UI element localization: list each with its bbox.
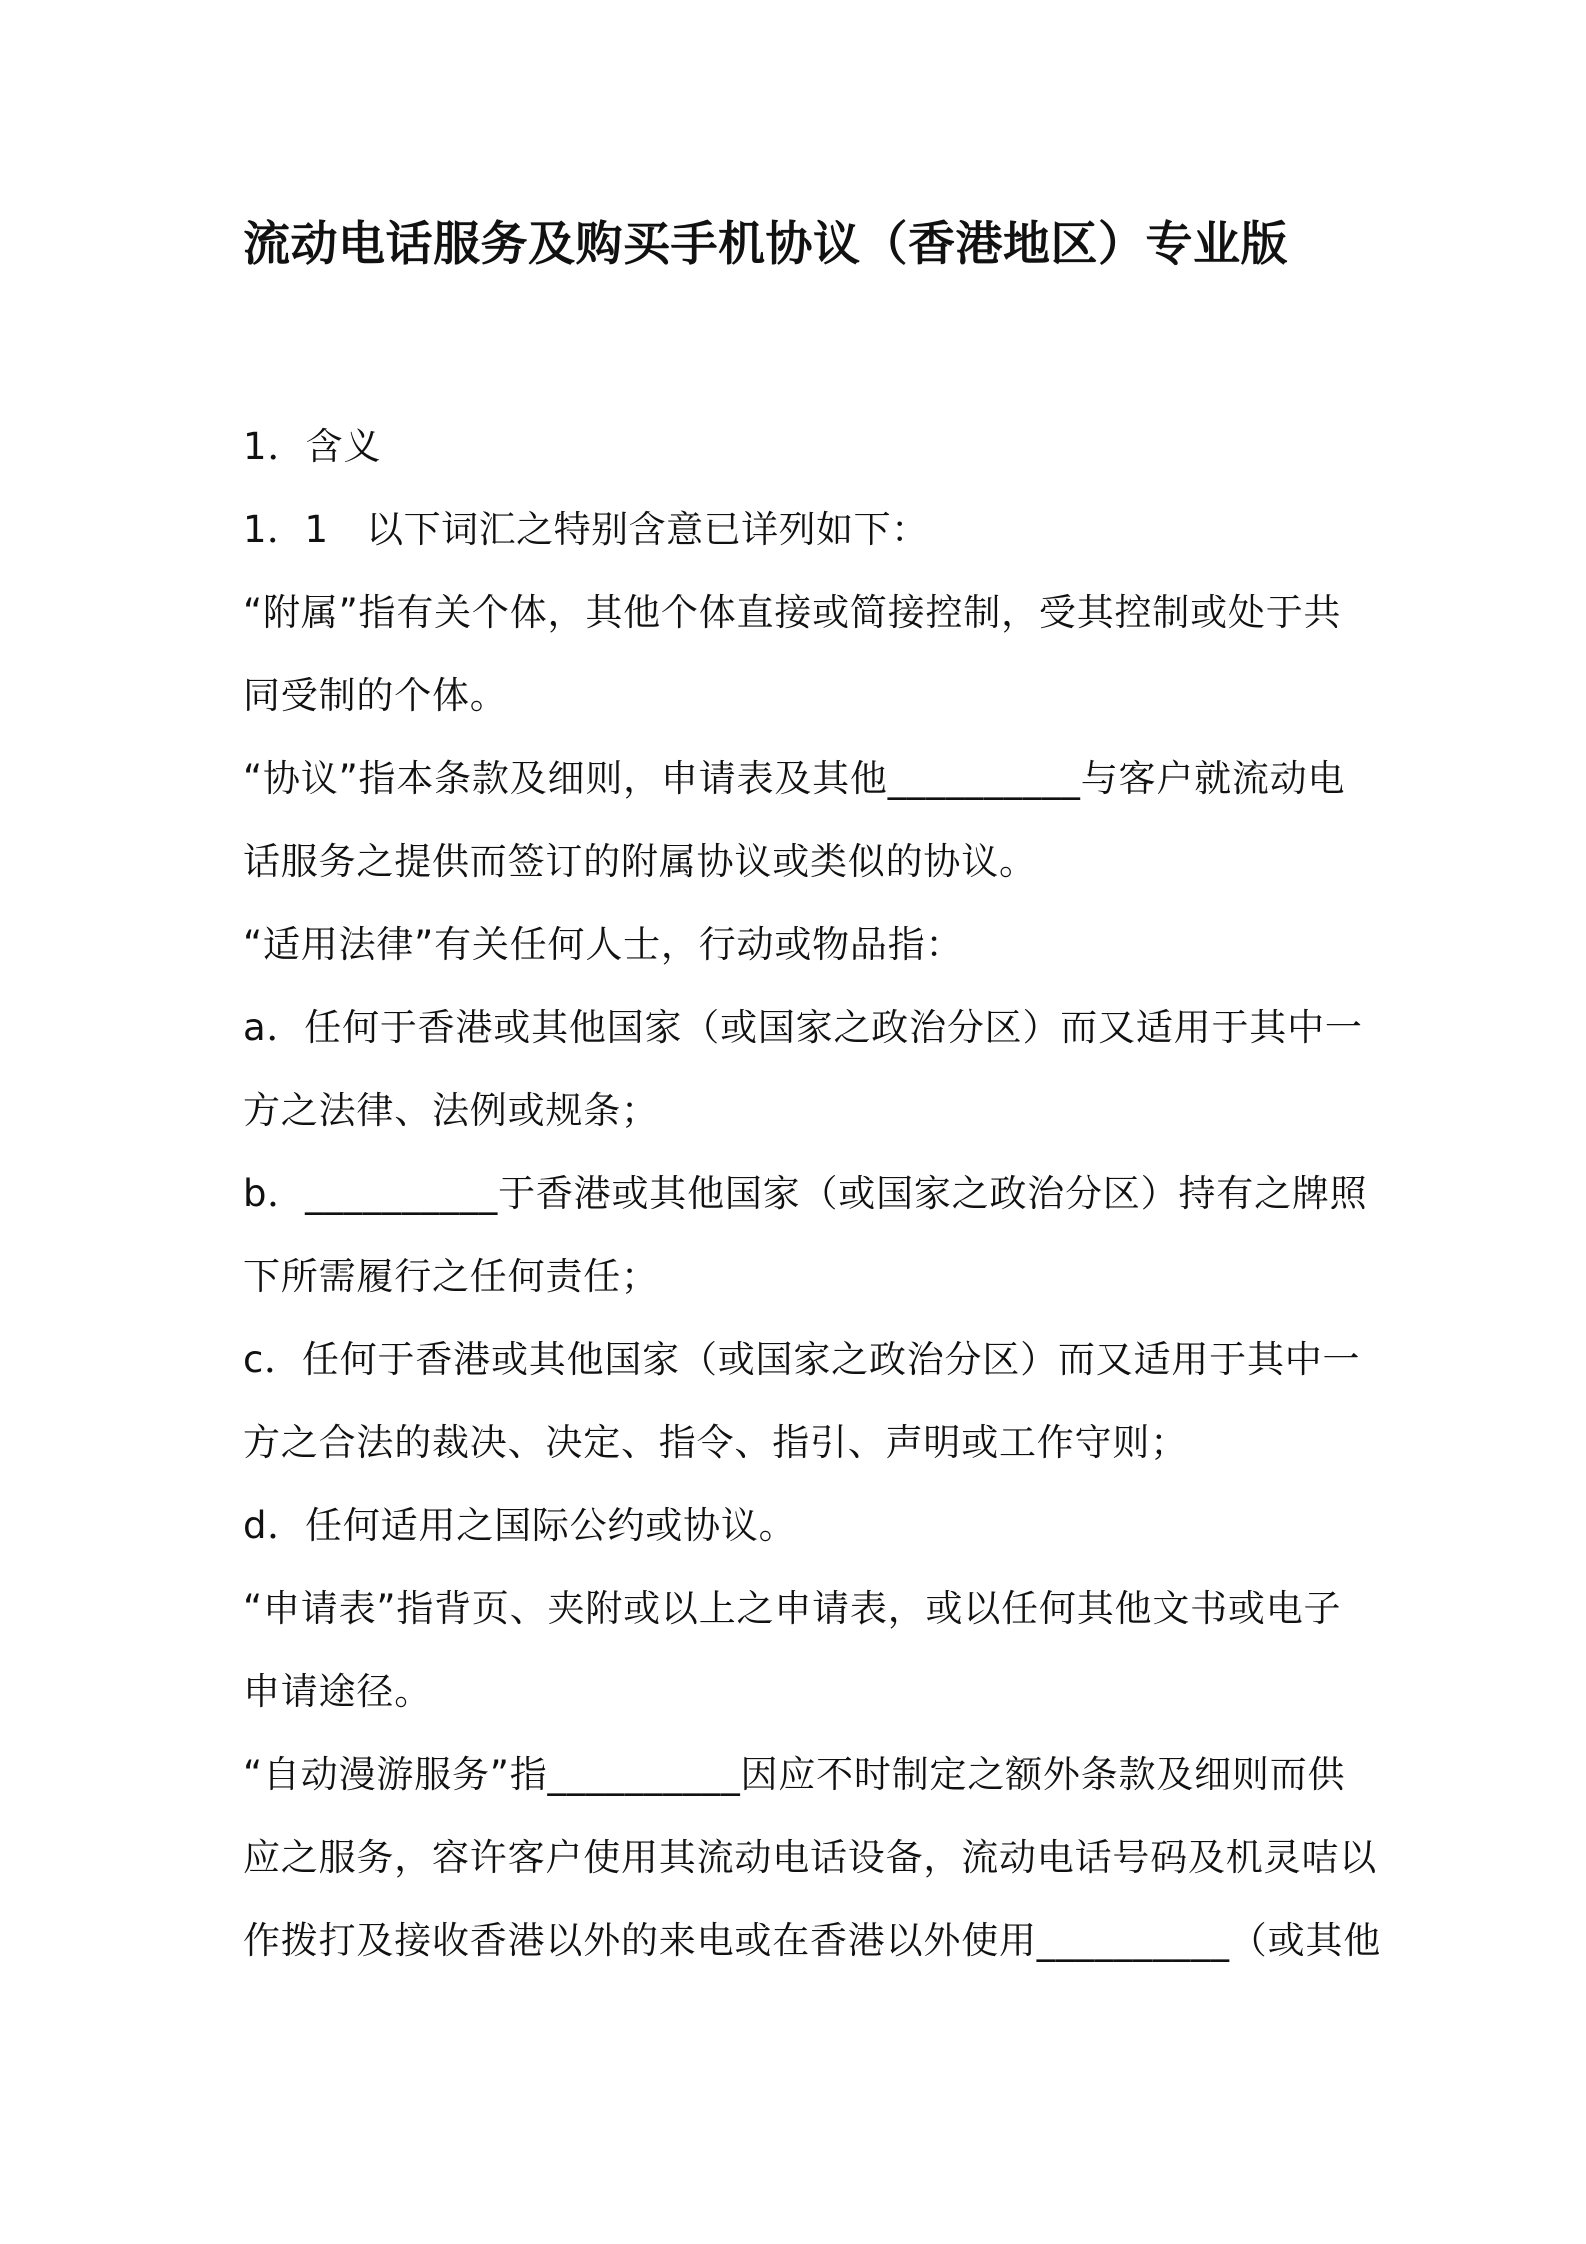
definition-roaming-service-line-3: 作拨打及接收香港以外的来电或在香港以外使用__________（或其他 [243, 1919, 1381, 1962]
document-title: 流动电话服务及购买手机协议（香港地区）专业版 [243, 217, 1288, 272]
definition-application-form-line-1: “申请表”指背页、夹附或以上之申请表，或以任何其他文书或电子 [243, 1587, 1342, 1630]
applicable-law-item-c-line-1: c．任何于香港或其他国家（或国家之政治分区）而又适用于其中一 [243, 1338, 1361, 1381]
section-heading: 1．含义 [243, 425, 382, 468]
definition-roaming-service-line-2: 应之服务，容许客户使用其流动电话设备，流动电话号码及机灵咭以 [243, 1836, 1377, 1879]
applicable-law-item-c-line-2: 方之合法的裁决、决定、指令、指引、声明或工作守则； [243, 1421, 1188, 1464]
definition-roaming-service-line-1: “自动漫游服务”指__________因应不时制定之额外条款及细则而供 [243, 1753, 1346, 1796]
applicable-law-item-a-line-1: a．任何于香港或其他国家（或国家之政治分区）而又适用于其中一 [243, 1006, 1363, 1049]
definition-affiliate-line-1: “附属”指有关个体，其他个体直接或简接控制，受其控制或处于共 [243, 591, 1342, 634]
applicable-law-item-b-line-1: b．__________于香港或其他国家（或国家之政治分区）持有之牌照 [243, 1172, 1368, 1215]
definition-agreement-line-1: “协议”指本条款及细则，申请表及其他__________与客户就流动电 [243, 757, 1346, 800]
applicable-law-item-b-line-2: 下所需履行之任何责任； [243, 1255, 659, 1298]
document-body [243, 405, 1381, 1982]
definition-agreement-line-2: 话服务之提供而签订的附属协议或类似的协议。 [243, 840, 1037, 883]
definition-affiliate-line-2: 同受制的个体。 [243, 674, 508, 717]
subsection-heading: 1．1 以下词汇之特别含意已详列如下： [243, 508, 929, 551]
applicable-law-item-d: d．任何适用之国际公约或协议。 [243, 1504, 797, 1547]
definition-applicable-law: “适用法律”有关任何人士，行动或物品指： [243, 923, 964, 966]
applicable-law-item-a-line-2: 方之法律、法例或规条； [243, 1089, 659, 1132]
definition-application-form-line-2: 申请途径。 [243, 1670, 432, 1713]
